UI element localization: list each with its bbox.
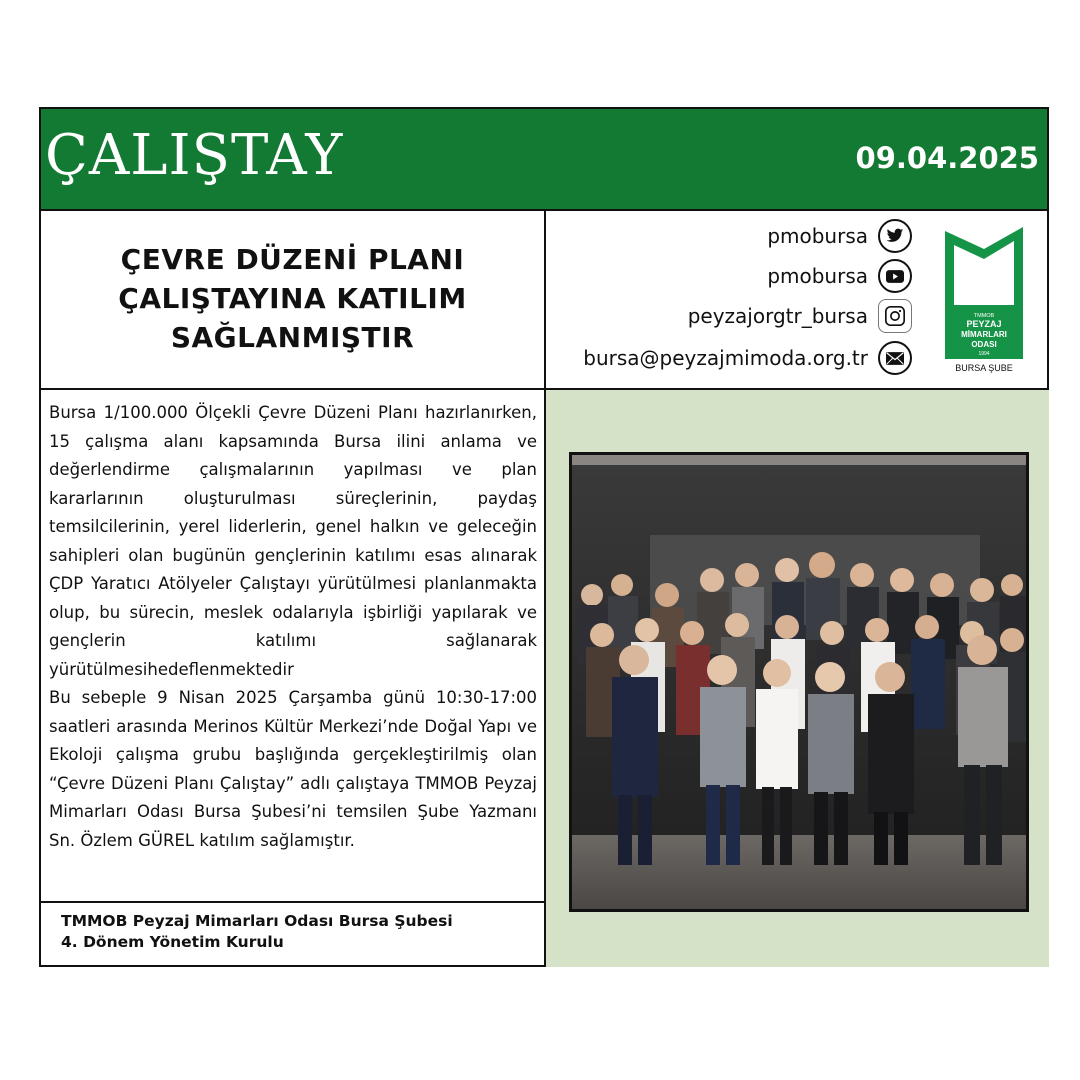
social-instagram[interactable] — [688, 299, 912, 333]
social-email[interactable] — [583, 341, 912, 375]
youtube-handle[interactable]: pmobursa — [767, 264, 868, 288]
headline-line: ÇALIŞTAYINA KATILIM — [118, 282, 467, 315]
twitter-handle[interactable]: pmobursa — [767, 224, 868, 248]
twitter-icon[interactable] — [878, 219, 912, 253]
logo-caption: BURSA ŞUBE — [955, 363, 1013, 373]
event-date: 09.04.2025 — [855, 141, 1039, 175]
instagram-icon[interactable] — [878, 299, 912, 333]
headline-line: SAĞLANMIŞTIR — [170, 321, 415, 354]
footer-line: TMMOB Peyzaj Mimarları Odası Bursa Şubesi — [61, 912, 453, 930]
youtube-icon[interactable] — [878, 259, 912, 293]
logo-line4: ODASI — [971, 340, 997, 349]
divider-horizontal — [41, 901, 545, 903]
social-contacts — [546, 211, 1049, 388]
headline-line: ÇEVRE DÜZENİ PLANI — [120, 243, 465, 276]
chamber-logo — [941, 223, 1027, 373]
logo-line2: PEYZAJ — [966, 319, 1002, 329]
poster-frame — [39, 107, 1049, 967]
instagram-handle[interactable]: peyzajorgtr_bursa — [687, 304, 868, 328]
group-photo — [569, 452, 1029, 912]
page-title: ÇALIŞTAY — [45, 123, 344, 188]
footer-line: 4. Dönem Yönetim Kurulu — [61, 933, 284, 951]
article-body — [49, 399, 537, 855]
mail-icon[interactable] — [878, 341, 912, 375]
logo-line5: 1994 — [978, 351, 990, 357]
header-bar — [41, 109, 1047, 211]
divider-horizontal — [41, 388, 545, 390]
photo-panel — [546, 390, 1049, 967]
paragraph: Bu sebeple 9 Nisan 2025 Çarşamba günü 10:30-17:00 saatleri arasında Merinos Kültür Merkezi’nde Doğal Yapı ve Ekoloji çalışma grubu başlığında gerçekleştirilmiş olan “Çevre Düzeni Planı Çalıştay” adlı çalıştaya TMMOB Peyzaj Mimarları Odası Bursa Şubesi’ni temsilen Şube Yazmanı Sn. Özlem GÜREL katılım sağlamıştır. — [49, 688, 537, 850]
headline-box — [41, 209, 544, 388]
paragraph: Bursa 1/100.000 Ölçekli Çevre Düzeni Planı hazırlanırken, 15 çalışma alanı kapsamında Bursa ilini anlama ve değerlendirme çalışmalarının yapılması ve plan kararlarının oluşturulması süreçlerinin, paydaş temsilcilerinin, yerel liderlerin, genel halkın ve geleceğin sahipleri olan bugünün gençlerinin katılımı esas alınarak ÇDP Yaratıcı Atölyeler Çalıştayı yürütülmesi planlanmakta olup, bu sürecin, meslek odalarıyla işbirliği yapılarak ve gençlerin katılımı sağlanarak yürütülmesihedeflenmektedir — [49, 403, 537, 679]
logo-line1: TMMOB — [973, 313, 995, 319]
headline — [83, 240, 503, 357]
email-address[interactable]: bursa@peyzajmimoda.org.tr — [583, 346, 868, 370]
logo-line3: MİMARLARI — [961, 330, 1007, 339]
footer-signature — [61, 911, 531, 953]
social-youtube[interactable] — [767, 259, 912, 293]
social-twitter[interactable] — [767, 219, 912, 253]
